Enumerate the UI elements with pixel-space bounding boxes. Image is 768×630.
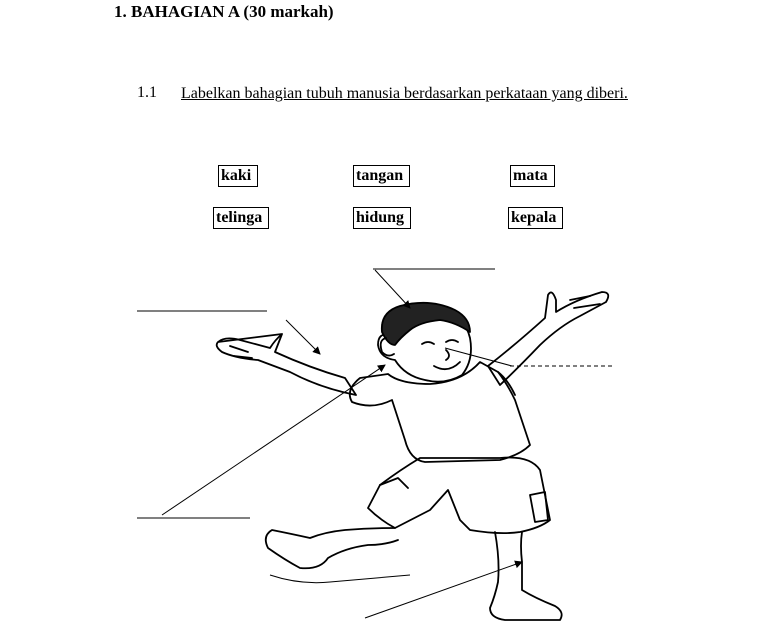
pocket-right xyxy=(530,492,548,522)
question-number: 1.1 xyxy=(137,84,157,101)
eye-left xyxy=(422,342,434,344)
left-hand xyxy=(230,346,252,358)
word-hidung: hidung xyxy=(353,207,411,229)
question-instruction: Labelkan bahagian tubuh manusia berdasarkan perkataan yang diberi. xyxy=(181,85,628,102)
boy-illustration xyxy=(217,292,609,620)
right-leg xyxy=(490,532,562,620)
eye-right xyxy=(446,340,458,342)
left-arm xyxy=(217,334,356,395)
left-leg xyxy=(266,528,398,568)
nose xyxy=(446,350,449,360)
word-tangan: tangan xyxy=(353,165,410,187)
hair xyxy=(382,303,470,345)
word-mata: mata xyxy=(510,165,555,187)
arrow-to-arm xyxy=(286,320,320,354)
ground-line xyxy=(270,575,410,583)
pocket-left xyxy=(380,478,408,488)
arrow-to-ear xyxy=(162,365,385,515)
arrow-to-hair xyxy=(375,270,410,308)
section-title: 1. BAHAGIAN A (30 markah) xyxy=(114,2,334,21)
word-kepala: kepala xyxy=(508,207,563,229)
arrow-to-leg xyxy=(365,562,522,618)
mouth xyxy=(434,362,460,369)
word-telinga: telinga xyxy=(213,207,269,229)
shorts xyxy=(368,458,550,534)
word-kaki: kaki xyxy=(218,165,258,187)
